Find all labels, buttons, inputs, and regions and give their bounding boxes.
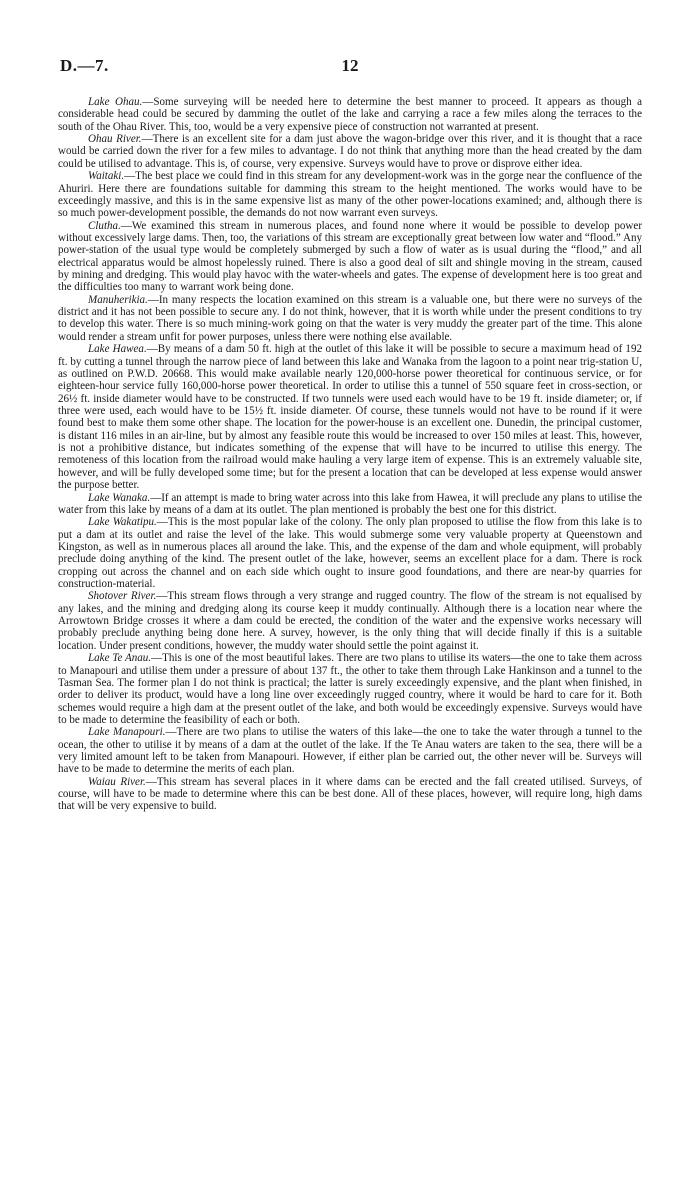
paragraph-heading: Waiau River. — [88, 775, 146, 788]
paragraph-lake-ohau — [58, 96, 642, 133]
paragraph-text: —Some surveying will be needed here to determine the best manner to proceed. It appears as though a considerable head could be secured by damming the outlet of the lake and carrying a race a few miles along the terraces to the south of the Ohau River. This, too, would be a very expensive piece of construction not warranted at present. — [58, 96, 643, 133]
paragraph-text: —There are two plans to utilise the waters of this lake—the one to take the water through a tunnel to the ocean, the other to utilise it by means of a dam at the outlet of the lake. If the Te Anau waters are taken to the sea, there will be a very limited amount left to be taken from Manapouri. However, if either plan be carried out, the other never will be. Surveys will have to be made to determine the merits of each plan. — [58, 726, 642, 776]
paragraph-waiau-river — [58, 776, 642, 813]
paragraph-lake-hawea — [58, 343, 642, 491]
paragraph-text: —By means of a dam 50 ft. high at the outlet of this lake it will be possible to secure a maximum head of 192 ft. by cutting a tunnel through the narrow piece of land between this lake and Wanaka from the lagoon to a point near trig-station U, as outlined on P.W.D. 20668. This would make available nearly 120,000-horse power theoretical for continuous service, or for eighteen-hour service fully 160,000-horse power theoretical. In order to utilise this a tunnel of 550 square feet in cross-section, or 26½ ft. inside diameter would have to be constructed. If two tunnels were used each would have to be 19 ft. inside diameter; or, if three were used, each would have to be 15½ ft. inside diameter. Of course, these tunnels would not have to be round if it were found best to make them some other shape. The location for the power-house is an excellent one. Dunedin, the principal customer, is distant 116 miles in an air-line, but by almost any feasible route this would be increased to over 150 miles at least. This, however, is not a prohibitive distance, but indicates something of the expense that will have to be incurred to utilise this energy. The remoteness of this location from the railroad would make hauling a very large item of expense. This is an extremely valuable site, however, and will be fully developed some time; but for the present a location that can be developed at less expense would answer the purpose better. — [58, 343, 643, 492]
paragraph-text: —We examined this stream in numerous places, and found none where it would be possible to develop power without excessively large dams. Then, too, the variations of this stream are exceptionally great between low water and “flood.” Any power-station of the usual type would be completely submerged by such a flow of water as is usual during the “flood,” and all electrical apparatus would be almost hopelessly ruined. There is also a good deal of silt and shingle moving in the stream, caused by mining and dredging. This would play havoc with the water-wheels and gates. The expense of development here is too great and the difficulties too many to warrant work being done. — [58, 219, 642, 294]
paragraph-clutha — [58, 220, 642, 294]
paragraph-text: —In many respects the location examined on this stream is a valuable one, but there were no surveys of the district and it has not been possible to secure any. I do not think, however, that it is worth while under the present conditions to try to develop this water. There is so much mining-work going on that the water is very muddy the greater part of the time. This alone would render a stream unfit for power purposes, unless there were nothing else available. — [58, 293, 642, 343]
paragraph-heading: Lake Hawea. — [88, 343, 147, 356]
paragraph-text: —This stream has several places in it where dams can be erected and the fall created utilised. Surveys, of course, will have to be made to determine where this can be best done. All of these places, however, will require long, high dams that will be very expensive to build. — [58, 775, 642, 813]
paragraph-text: —This is one of the most beautiful lakes. There are two plans to utilise its waters—the one to take them across to Manapouri and utilise them under a pressure of about 137 ft., the other to take them through Lake Hankinson and a tunnel to the Tasman Sea. The former plan I do not think is practical; the latter is surely exceedingly expensive, and the plant when finished, in order to deliver its product, would have a long line over exceedingly rugged country, where it would be hard to care for it. Both schemes would require a high dam at the present outlet of the lake, and both would be exceedingly expensive. Surveys would have to be made to determine the feasibility of each or both. — [58, 652, 642, 726]
paragraph-lake-wakatipu — [58, 516, 642, 590]
paragraph-text: —The best place we could find in this stream for any development-work was in the gorge near the confluence of the Ahuriri. Here there are foundations suitable for damming this stream to the height mentioned. The works would have to be exceedingly massive, and this is in the same expensive list as many of the other power-locations examined; and, although there is so much power-development possible, the demands do not now warrant even surveys. — [58, 170, 642, 220]
paragraph-lake-manapouri — [58, 726, 642, 775]
paragraph-heading: Lake Wanaka. — [88, 491, 151, 504]
paragraph-text: —If an attempt is made to bring water across into this lake from Hawea, it will preclude any plans to utilise the water from this lake by means of a dam at its outlet. The plan mentioned is probably the best one for this district. — [58, 491, 642, 516]
paragraph-waitaki — [58, 170, 642, 219]
paragraph-heading: Clutha. — [88, 219, 121, 232]
paragraph-text: —This is the most popular lake of the colony. The only plan proposed to utilise the flow from this lake is to put a dam at its outlet and raise the level of the lake. This would submerge some very valuable property at Queenstown and Kingston, as well as in numerous places all around the lake. This, and the expense of the dam and whole equipment, will probably preclude doing anything of the kind. The present outlet of the lake, however, seems an excellent place for a dam. There is rock cropping out across the channel and on each side which ought to insure good foundations, and there are near-by quarries for construction-material. — [58, 516, 642, 591]
paragraph-text: —There is an excellent site for a dam just above the wagon-bridge over this river, and it is thought that a race would be carried down the river for a few miles to advantage. I do not think that anything more than the head created by the dam could be utilised to advantage. This is, of course, very expensive. Surveys would have to prove or disprove either idea. — [58, 133, 642, 170]
paragraph-lake-te-anau — [58, 652, 642, 726]
paragraph-heading: Ohau River. — [88, 133, 142, 146]
paragraph-lake-wanaka — [58, 492, 642, 517]
paragraph-text: —This stream flows through a very strange and rugged country. The flow of the stream is not equalised by any lakes, and the mining and dredging along its course keep it muddy continually. Although there is a location near where the Arrowtown Bridge crosses it where a dam could be erected, the condition of the water and the expensive works necessary will probably preclude anything being done here. A survey, however, is the only thing that will decide finally if this is a suitable location. Under present conditions, however, the muddy water should settle the point against it. — [58, 590, 642, 652]
document-reference: D.—7. — [60, 56, 109, 75]
paragraph-heading: Lake Wakatipu. — [88, 516, 157, 529]
body-text — [58, 96, 642, 813]
page-number: 12 — [341, 56, 359, 75]
paragraph-shotover-river — [58, 590, 642, 652]
paragraph-heading: Lake Manapouri. — [88, 726, 166, 739]
paragraph-heading: Shotover River. — [88, 590, 157, 603]
paragraph-heading: Manuherikia. — [88, 293, 148, 306]
paragraph-heading: Lake Te Anau. — [88, 652, 152, 665]
paragraph-heading: Lake Ohau. — [88, 96, 143, 108]
paragraph-heading: Waitaki. — [88, 170, 125, 183]
page-header — [60, 56, 640, 78]
paragraph-manuherikia — [58, 294, 642, 343]
paragraph-ohau-river — [58, 133, 642, 170]
